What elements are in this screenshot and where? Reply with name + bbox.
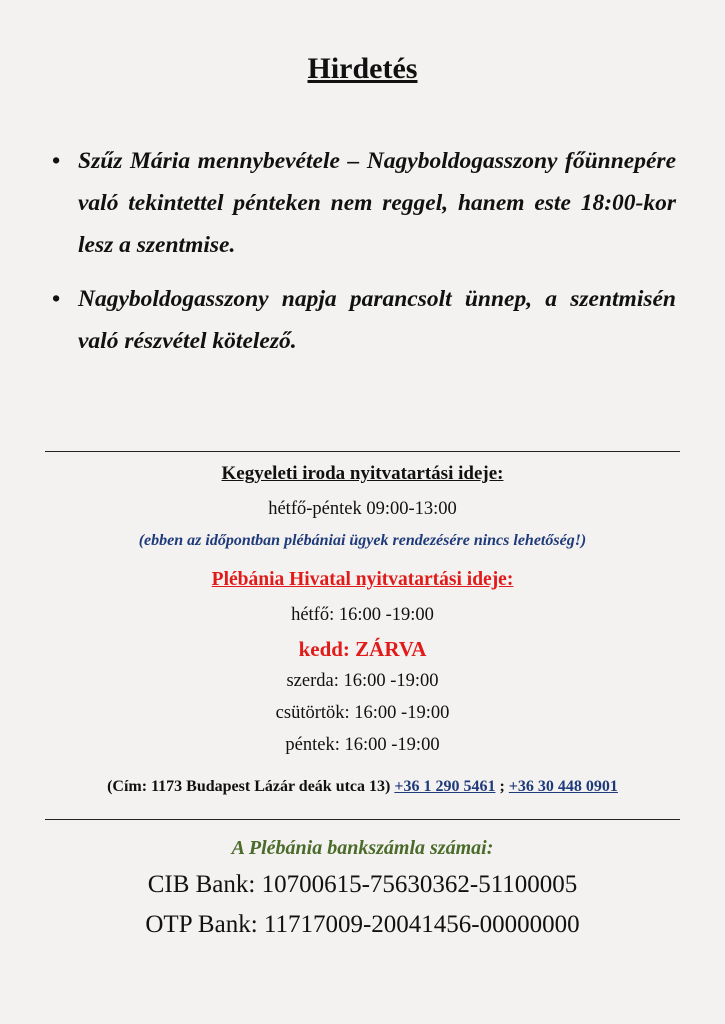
schedule-thursday: csütörtök: 16:00 -19:00	[275, 703, 450, 723]
bullet-icon: •	[52, 286, 61, 312]
list-item	[52, 278, 676, 362]
bank-account-otp: OTP Bank: 11717009-20041456-00000000	[145, 911, 580, 938]
list-item	[52, 140, 676, 266]
phone-separator: ;	[499, 778, 505, 795]
bullet-icon: •	[52, 148, 61, 174]
schedule-tuesday-closed: kedd: ZÁRVA	[298, 637, 427, 661]
contact-line	[0, 778, 725, 796]
bank-heading: A Plébánia bankszámla számai:	[231, 837, 494, 859]
list-item-text: Szűz Mária mennybevétele – Nagyboldogasszony főünnepére való tekintettel pénteken nem reggel, hanem este 18:00-kor lesz a szentmise.	[78, 148, 676, 258]
page-title: Hirdetés	[307, 52, 418, 85]
address-text: (Cím: 1173 Budapest Lázár deák utca 13)	[107, 778, 391, 795]
parish-office-heading: Plébánia Hivatal nyitvatartási ideje:	[211, 569, 514, 590]
divider	[45, 451, 680, 452]
office-hours-note: (ebben az időpontban plébániai ügyek rendezésére nincs lehetőség!)	[138, 532, 587, 549]
list-item-text: Nagyboldogasszony napja parancsolt ünnep, a szentmisén való részvétel kötelező.	[78, 286, 676, 354]
schedule-monday: hétfő: 16:00 -19:00	[291, 605, 434, 625]
bank-account-cib: CIB Bank: 10700615-75630362-51100005	[147, 871, 578, 898]
announcement-list	[52, 140, 676, 362]
schedule-friday: péntek: 16:00 -19:00	[285, 735, 440, 755]
phone-link-2[interactable]: +36 30 448 0901	[508, 778, 618, 795]
schedule-wednesday: szerda: 16:00 -19:00	[286, 671, 439, 691]
phone-link-1[interactable]: +36 1 290 5461	[394, 778, 496, 795]
office-hours-text: hétfő-péntek 09:00-13:00	[268, 499, 457, 519]
divider	[45, 819, 680, 820]
office-hours-heading: Kegyeleti iroda nyitvatartási ideje:	[221, 463, 504, 484]
